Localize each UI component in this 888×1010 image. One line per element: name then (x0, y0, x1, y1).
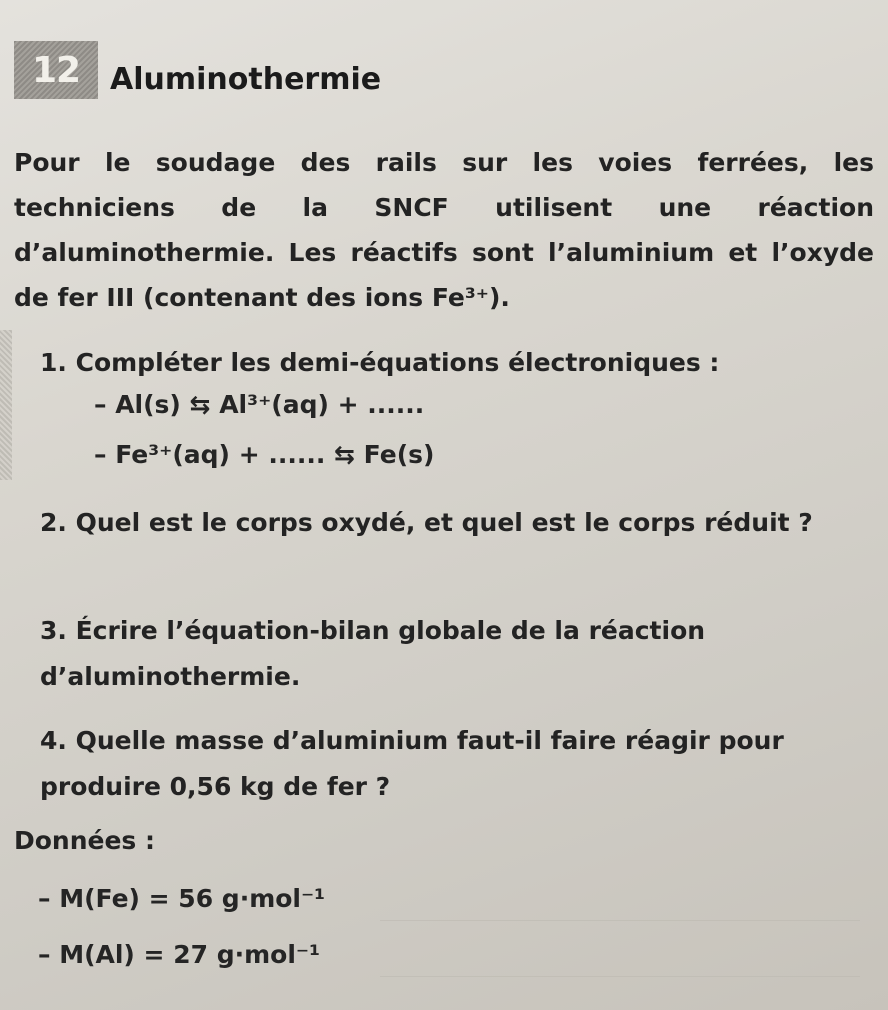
exercise-number-badge: 12 (14, 41, 98, 99)
intro-paragraph: Pour le soudage des rails sur les voies ferrées, les techniciens de la SNCF utilisent une réaction d’aluminothermie. Les réactifs sont l’aluminium et l’oxyde de fer III (contenant des ions Fe³⁺). (14, 148, 874, 312)
molar-mass-aluminium: – M(Al) = 27 g·mol⁻¹ (38, 940, 321, 969)
question-3: 3. Écrire l’équation-bilan globale de la réaction d’aluminothermie. (40, 616, 706, 691)
question-1: 1. Compléter les demi-équations électroniques : (40, 348, 720, 377)
molar-mass-iron: – M(Fe) = 56 g·mol⁻¹ (38, 884, 326, 913)
divider-line (380, 920, 860, 921)
question-4: 4. Quelle masse d’aluminium faut-il faire réagir pour produire 0,56 kg de fer ? (40, 726, 784, 801)
data-heading: Données : (14, 826, 156, 855)
exercise-title: Aluminothermie (110, 61, 382, 97)
question-2: 2. Quel est le corps oxydé, et quel est le corps réduit ? (40, 508, 813, 537)
exercise-header (14, 40, 381, 100)
page-edge-shadow (0, 330, 12, 480)
half-equation-aluminium: – Al(s) ⇆ Al³⁺(aq) + ...... (94, 390, 425, 419)
half-equation-iron: – Fe³⁺(aq) + ...... ⇆ Fe(s) (94, 440, 435, 469)
divider-line (380, 976, 860, 977)
